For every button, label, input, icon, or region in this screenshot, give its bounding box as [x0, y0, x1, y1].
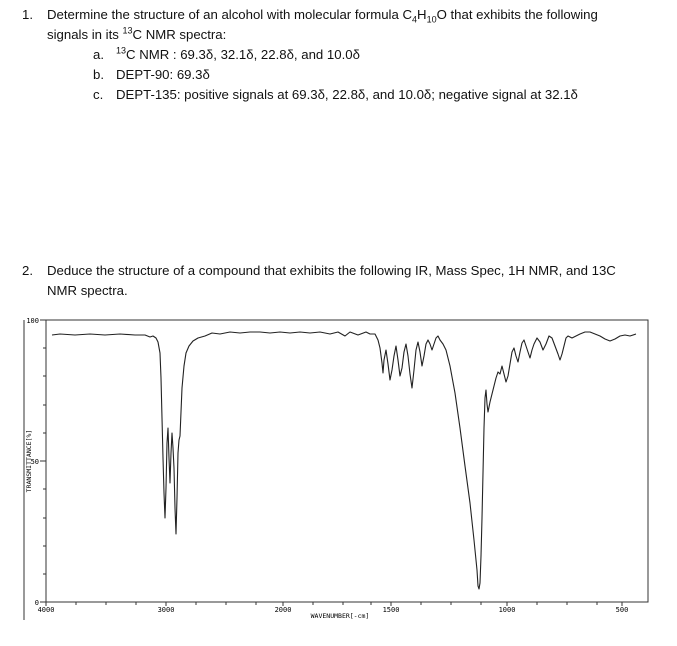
ir-spectrum: [0, 308, 677, 638]
y-tick-100: 100: [26, 317, 39, 325]
question-2-number: 2.: [22, 263, 33, 278]
question-2: [22, 261, 662, 301]
question-1-subitems: [22, 45, 662, 105]
subitem-c: c. DEPT-135: positive signals at 69.3δ, 22.8δ, and 10.0δ; negative signal at 32.1δ: [93, 87, 578, 102]
y-axis-label: TRANSMITTANCE[%]: [25, 429, 33, 493]
question-1-number: 1.: [22, 7, 33, 22]
x-tick-2000: 2000: [274, 606, 292, 614]
x-axis-label: WAVENUMBER[-cm]: [310, 612, 370, 620]
question-2-stem: Deduce the structure of a compound that exhibits the following IR, Mass Spec, 1H NMR, and 13C NMR spectra.: [47, 263, 616, 298]
x-tick-1000: 1000: [498, 606, 516, 614]
x-tick-4000: 4000: [37, 606, 55, 614]
x-tick-500: 500: [615, 606, 629, 614]
subitem-a: a. $^{13}$C NMR : 69.3δ, 32.1δ, 22.8δ, and 10.0δ: [93, 45, 360, 62]
question-1-stem: Determine the structure of an alcohol with molecular formula $C_4H_{10}O$ that exhibits the following signals in its $^{13}$C NMR spectra:: [47, 7, 598, 42]
x-tick-1500: 1500: [382, 606, 400, 614]
ir-plot-frame: [46, 320, 648, 602]
question-1: [22, 5, 662, 105]
ir-spectrum-trace: [52, 332, 636, 589]
x-tick-3000: 3000: [157, 606, 175, 614]
y-tick-50: 50: [30, 458, 39, 466]
y-tick-0: 0: [34, 599, 39, 607]
subitem-b: b. DEPT-90: 69.3δ: [93, 67, 210, 82]
